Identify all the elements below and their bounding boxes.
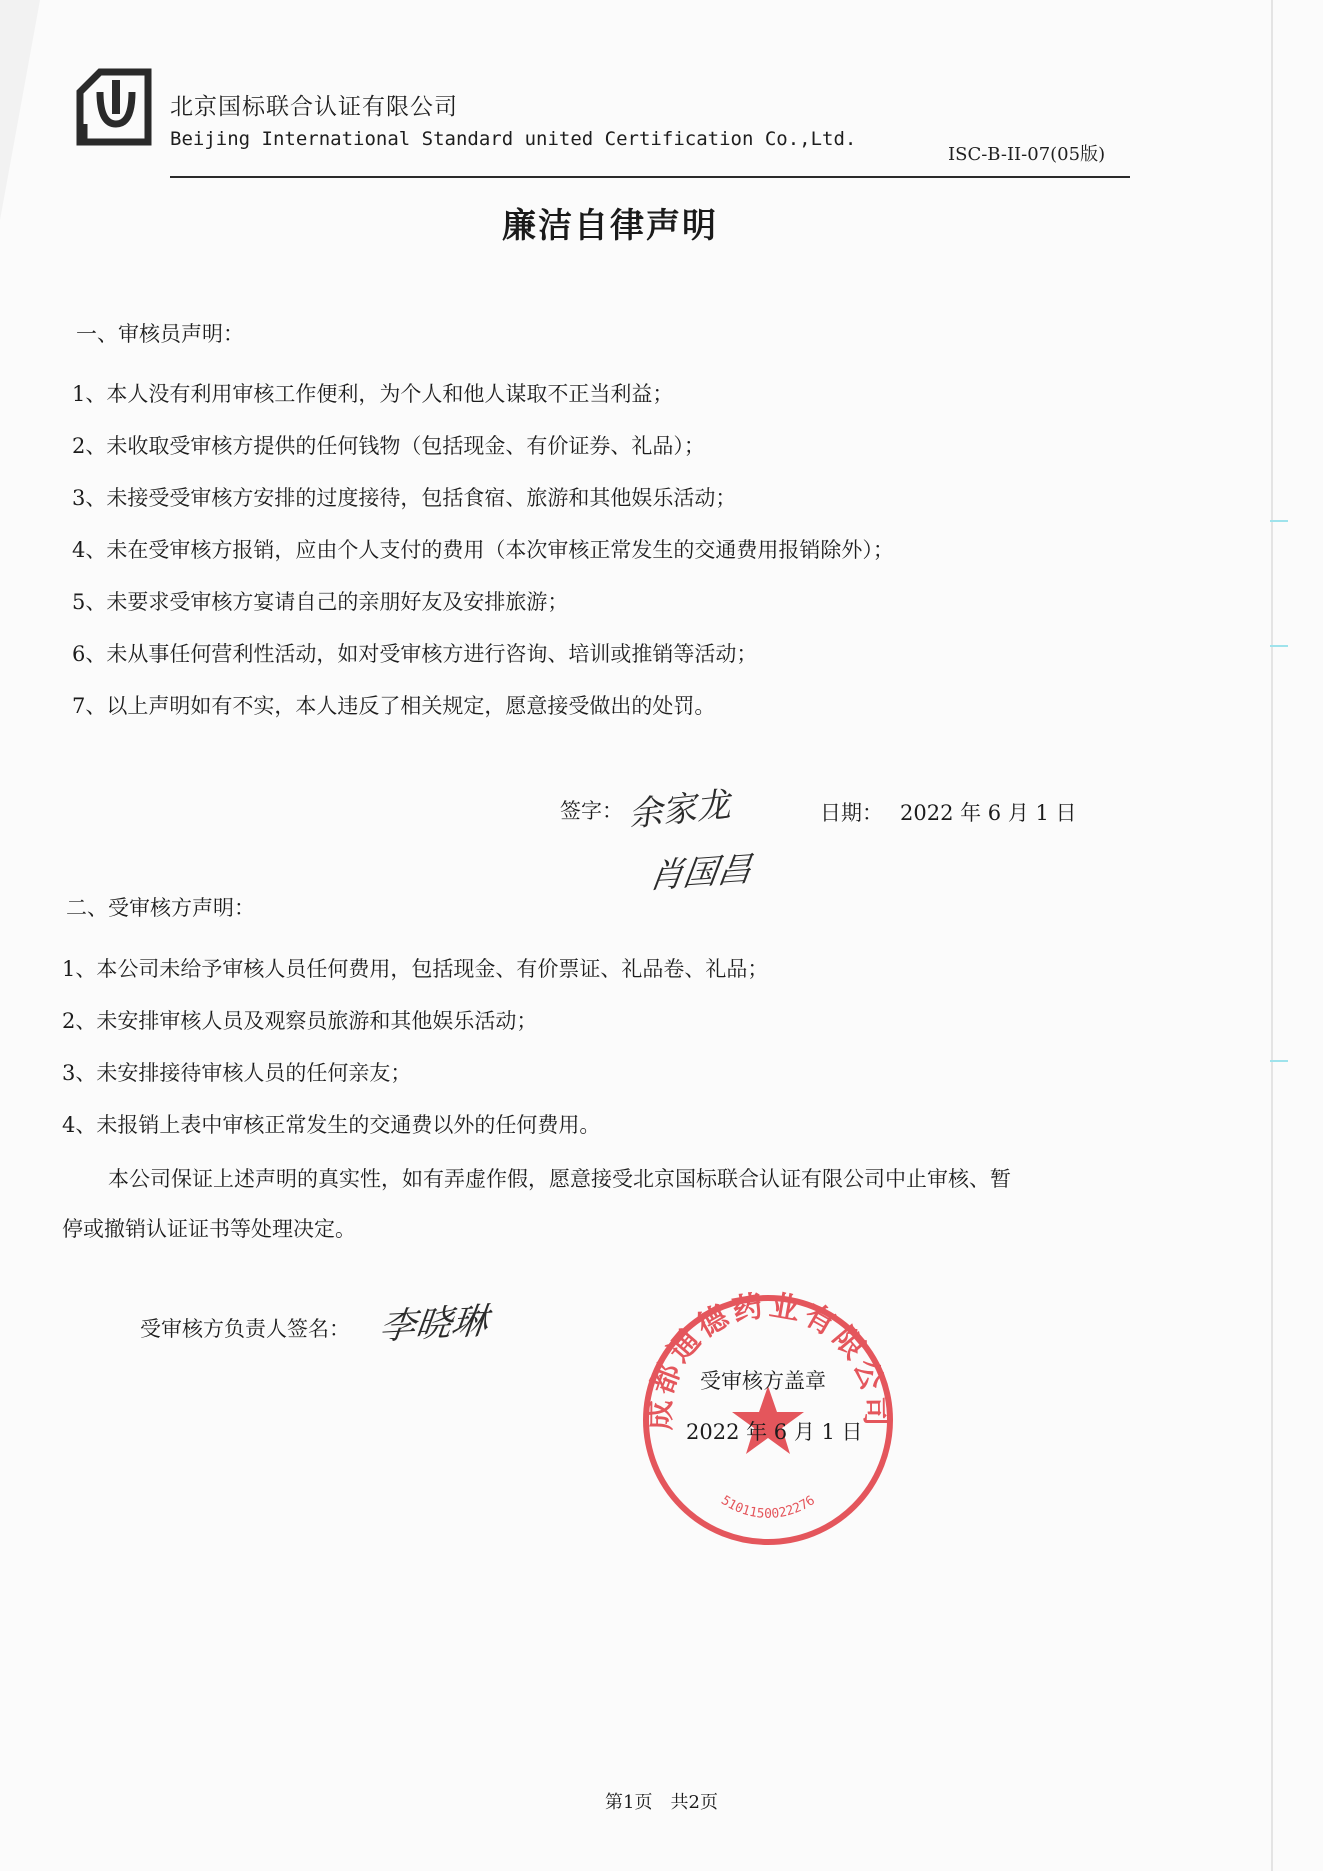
guarantee-line-2: 停或撤销认证证书等处理决定。	[62, 1217, 356, 1241]
document-title: 廉洁自律声明	[502, 206, 718, 246]
auditee-section-heading: 二、受审核方声明：	[66, 896, 255, 920]
stamp-number-text: 5101150022276	[718, 1493, 818, 1522]
svg-text:5101150022276	[718, 1493, 818, 1522]
document-code: ISC-B-II-07(05版)	[948, 144, 1106, 165]
auditor-date: 2022 年 6 月 1 日	[900, 801, 1077, 825]
auditor-item: 1、本人没有利用审核工作便利，为个人和他人谋取不正当利益；	[72, 382, 674, 406]
auditor-signature-2: 肖国昌	[646, 849, 755, 897]
auditee-item: 3、未安排接待审核人员的任何亲友；	[62, 1061, 412, 1085]
page-footer: 第1页 共2页	[605, 1792, 718, 1813]
company-name-cn: 北京国标联合认证有限公司	[170, 94, 458, 120]
guarantee-line-1: 本公司保证上述声明的真实性，如有弄虚作假，愿意接受北京国标联合认证有限公司中止审核、暂	[108, 1167, 1011, 1191]
header-divider	[170, 176, 1130, 178]
seal-label: 受审核方盖章	[700, 1369, 826, 1393]
auditor-item: 7、以上声明如有不实，本人违反了相关规定，愿意接受做出的处罚。	[72, 694, 716, 718]
auditor-item: 6、未从事任何营利性活动，如对受审核方进行咨询、培训或推销等活动；	[72, 642, 758, 666]
responsible-sign-label: 受审核方负责人签名：	[140, 1317, 350, 1341]
scan-mark	[1270, 1060, 1288, 1062]
auditor-item: 4、未在受审核方报销，应由个人支付的费用（本次审核正常发生的交通费用报销除外）；	[72, 538, 894, 562]
auditee-item: 1、本公司未给予审核人员任何费用，包括现金、有价票证、礼品卷、礼品；	[62, 957, 769, 981]
company-name-en: Beijing International Standard united Certification Co.,Ltd.	[170, 128, 857, 150]
auditor-sign-label: 签字：	[560, 799, 623, 823]
auditor-item: 5、未要求受审核方宴请自己的亲朋好友及安排旅游；	[72, 590, 569, 614]
scan-corner-shadow	[0, 0, 40, 220]
auditee-item: 2、未安排审核人员及观察员旅游和其他娱乐活动；	[62, 1009, 538, 1033]
auditor-signature-1: 余家龙	[626, 784, 733, 836]
stamp-company-text: 成都通德药业有限公司	[642, 1290, 894, 1431]
auditor-item: 2、未收取受审核方提供的任何钱物（包括现金、有价证券、礼品）；	[72, 434, 705, 458]
auditor-date-label: 日期：	[820, 801, 883, 825]
auditee-item: 4、未报销上表中审核正常发生的交通费以外的任何费用。	[62, 1113, 601, 1137]
seal-date: 2022 年 6 月 1 日	[686, 1420, 863, 1444]
scan-mark	[1270, 645, 1288, 647]
company-logo-icon	[70, 62, 160, 152]
scan-mark	[1270, 520, 1288, 522]
auditor-section-heading: 一、审核员声明：	[76, 322, 244, 346]
auditor-item: 3、未接受受审核方安排的过度接待，包括食宿、旅游和其他娱乐活动；	[72, 486, 737, 510]
scan-edge	[1271, 0, 1273, 1871]
responsible-signature: 李晓琳	[377, 1301, 491, 1349]
